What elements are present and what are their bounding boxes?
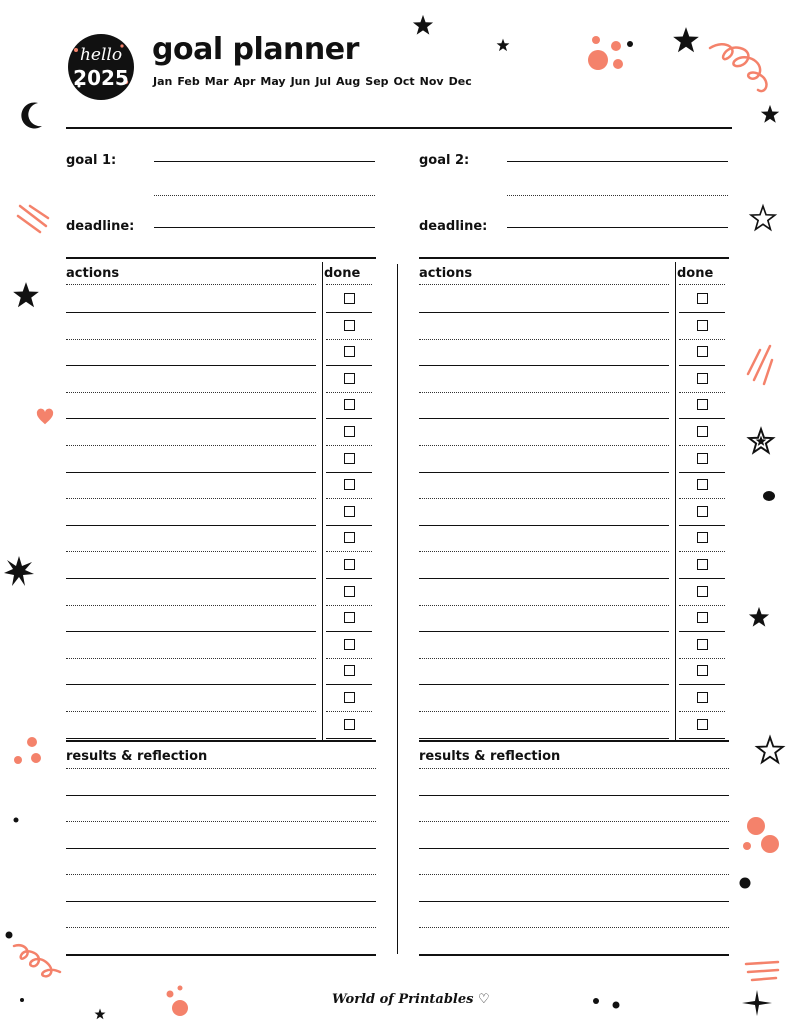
sparkle-lines-icon: [744, 960, 780, 982]
goal-2-done-header-dots: [679, 284, 725, 285]
goal-1-done-checkbox[interactable]: [344, 586, 355, 597]
goal-2-actions-top-rule: [419, 257, 729, 259]
goal-1-action-line[interactable]: [66, 365, 316, 366]
sparkle-lines-icon: [16, 204, 50, 234]
month-oct[interactable]: Oct: [393, 75, 415, 88]
goal-2-deadline-label: deadline:: [419, 219, 488, 234]
goal-2-action-line[interactable]: [419, 392, 669, 393]
goal-2-done-checkbox[interactable]: [697, 559, 708, 570]
goal-1-done-line: [326, 498, 372, 499]
goal-2-done-checkbox[interactable]: [697, 479, 708, 490]
goal-2-done-line: [679, 631, 725, 632]
goal-1-done-line: [326, 445, 372, 446]
goal-1-done-checkbox[interactable]: [344, 373, 355, 384]
goal-1-reflection-line[interactable]: [66, 795, 376, 796]
month-may[interactable]: May: [260, 75, 286, 88]
goal-1-reflection-line[interactable]: [66, 821, 376, 822]
star-icon: [748, 606, 770, 628]
goal-1-done-checkbox[interactable]: [344, 692, 355, 703]
goal-1-deadline-line[interactable]: [154, 227, 375, 228]
goal-2-done-line: [679, 339, 725, 340]
goal-1-actions-label: actions: [66, 266, 120, 281]
goal-2-action-line[interactable]: [419, 658, 669, 659]
month-list: [153, 75, 477, 88]
month-jun[interactable]: Jun: [290, 75, 311, 88]
goal-1-action-line[interactable]: [66, 418, 316, 419]
goal-1-reflection-line[interactable]: [66, 901, 376, 902]
outlined-star-icon: [750, 204, 776, 232]
goal-2-action-line[interactable]: [419, 498, 669, 499]
goal-1-results-bottom-rule: [66, 954, 376, 956]
goal-2-action-line[interactable]: [419, 711, 669, 712]
star-icon: [760, 104, 780, 124]
spiral-icon: [12, 942, 64, 982]
star-icon: [496, 38, 510, 52]
goal-1-done-line: [326, 365, 372, 366]
brand-name: World of Printables: [332, 992, 474, 1007]
goal-2-done-checkbox[interactable]: [697, 373, 708, 384]
heart-icon: [36, 408, 54, 426]
goal-2-action-line[interactable]: [419, 472, 669, 473]
goal-1-done-checkbox[interactable]: [344, 453, 355, 464]
goal-2-done-checkbox[interactable]: [697, 639, 708, 650]
goal-1-done-checkbox[interactable]: [344, 426, 355, 437]
goal-2-action-line[interactable]: [419, 365, 669, 366]
goal-1-reflection-line[interactable]: [66, 927, 376, 928]
goal-2-done-line: [679, 658, 725, 659]
goal-1-done-checkbox[interactable]: [344, 532, 355, 543]
goal-1-done-line: [326, 525, 372, 526]
goal-2-done-checkbox[interactable]: [697, 532, 708, 543]
goal-2-reflection-line[interactable]: [419, 848, 729, 849]
sparkle-icon: [742, 990, 772, 1016]
goal-2-action-line[interactable]: [419, 738, 669, 739]
goal-2-done-line: [679, 312, 725, 313]
star-icon: [672, 26, 700, 54]
goal-1-actions-top-rule: [66, 257, 376, 259]
month-apr[interactable]: Apr: [233, 75, 256, 88]
goal-1-action-line[interactable]: [66, 498, 316, 499]
goal-1-done-line: [326, 658, 372, 659]
goal-1-actions-bottom-rule: [66, 740, 376, 742]
goal-2-done-line: [679, 445, 725, 446]
goal-1-action-line[interactable]: [66, 738, 316, 739]
goal-2-done-divider: [675, 262, 676, 742]
goal-1-reflection-line[interactable]: [66, 874, 376, 875]
goal-2-done-checkbox[interactable]: [697, 506, 708, 517]
goal-1-action-line[interactable]: [66, 472, 316, 473]
goal-1-action-line[interactable]: [66, 631, 316, 632]
sparkle-lines-icon: [744, 344, 774, 386]
dot-cluster-icon: [584, 34, 636, 74]
goal-2-done-checkbox[interactable]: [697, 320, 708, 331]
goal-2-done-line: [679, 525, 725, 526]
month-dec[interactable]: Dec: [448, 75, 472, 88]
goal-1-action-line[interactable]: [66, 392, 316, 393]
spiral-icon: [706, 38, 770, 96]
goal-1-action-line[interactable]: [66, 312, 316, 313]
goal-1-done-checkbox[interactable]: [344, 346, 355, 357]
goal-2-done-line: [679, 551, 725, 552]
header-divider: [66, 127, 732, 129]
hello-2025-logo: [64, 30, 138, 104]
starburst-icon: [4, 556, 34, 586]
goal-2-reflection-line[interactable]: [419, 874, 729, 875]
goal-2-action-line[interactable]: [419, 339, 669, 340]
dot-cluster-icon: [10, 734, 46, 768]
goal-2-done-checkbox[interactable]: [697, 692, 708, 703]
goal-2-done-line: [679, 684, 725, 685]
month-mar[interactable]: Mar: [204, 75, 229, 88]
goal-1-reflection-line[interactable]: [66, 848, 376, 849]
goal-1-done-checkbox[interactable]: [344, 665, 355, 676]
goal-1-action-line[interactable]: [66, 445, 316, 446]
goal-1-done-checkbox[interactable]: [344, 639, 355, 650]
goal-2-action-line[interactable]: [419, 445, 669, 446]
goal-2-results-bottom-rule: [419, 954, 729, 956]
goal-1-done-line: [326, 578, 372, 579]
goal-1-done-checkbox[interactable]: [344, 479, 355, 490]
goal-2-results-label: results & reflection: [419, 749, 561, 764]
goal-1-action-line[interactable]: [66, 525, 316, 526]
goal-1-done-checkbox[interactable]: [344, 293, 355, 304]
goal-1-deadline-label: deadline:: [66, 219, 135, 234]
goal-2-action-line[interactable]: [419, 631, 669, 632]
goal-1-done-line: [326, 312, 372, 313]
outlined-star-icon: [748, 428, 774, 454]
goal-2-action-line[interactable]: [419, 605, 669, 606]
goal-1-done-line: [326, 738, 372, 739]
dot-cluster-icon: [740, 814, 784, 856]
goal-2-label: goal 2:: [419, 153, 470, 168]
goal-1-done-line: [326, 472, 372, 473]
dot-cluster-icon: [162, 984, 190, 1020]
goal-1-action-line[interactable]: [66, 658, 316, 659]
goal-2-done-line: [679, 418, 725, 419]
goal-2-reflection-line[interactable]: [419, 768, 729, 769]
goal-2-done-label: done: [677, 266, 714, 281]
goal-2-done-line: [679, 365, 725, 366]
goal-1-action-line[interactable]: [66, 578, 316, 579]
goal-1-action-line[interactable]: [66, 684, 316, 685]
goal-1-actions-header-dots: [66, 284, 316, 285]
goal-1-action-line[interactable]: [66, 605, 316, 606]
goal-1-done-label: done: [324, 266, 361, 281]
goal-2-reflection-line[interactable]: [419, 821, 729, 822]
goal-1-label: goal 1:: [66, 153, 117, 168]
goal-1-action-line[interactable]: [66, 339, 316, 340]
goal-1-done-checkbox[interactable]: [344, 559, 355, 570]
goal-2-action-line[interactable]: [419, 418, 669, 419]
dot-icon: [592, 996, 622, 1010]
goal-1-reflection-line[interactable]: [66, 768, 376, 769]
outlined-star-icon: [756, 736, 784, 764]
goal-1-done-header-dots: [326, 284, 372, 285]
goal-2-actions-bottom-rule: [419, 740, 729, 742]
goal-2-actions-label: actions: [419, 266, 473, 281]
dot-icon: [762, 490, 776, 502]
goal-2-action-line[interactable]: [419, 684, 669, 685]
goal-1-done-line: [326, 339, 372, 340]
goal-1-action-line[interactable]: [66, 711, 316, 712]
goal-1-results-label: results & reflection: [66, 749, 208, 764]
goal-1-action-line[interactable]: [66, 551, 316, 552]
star-icon: [412, 14, 434, 36]
goal-2-action-line[interactable]: [419, 551, 669, 552]
goal-2-reflection-line[interactable]: [419, 927, 729, 928]
goal-2-deadline-line[interactable]: [507, 227, 728, 228]
goal-2-action-line[interactable]: [419, 312, 669, 313]
goal-2-done-checkbox[interactable]: [697, 719, 708, 730]
goal-2-done-line: [679, 472, 725, 473]
goal-2-done-checkbox[interactable]: [697, 612, 708, 623]
dot-icon: [738, 876, 752, 890]
goal-2-done-line: [679, 738, 725, 739]
goal-1-done-line: [326, 551, 372, 552]
goal-2-done-line: [679, 605, 725, 606]
page-title: goal planner: [152, 32, 359, 67]
heart-outline-icon: ♡: [478, 992, 490, 1007]
month-jul[interactable]: Jul: [315, 75, 332, 88]
goal-1-done-line: [326, 418, 372, 419]
goal-2-input-line[interactable]: [507, 161, 728, 162]
goal-2-done-line: [679, 578, 725, 579]
goal-2-done-checkbox[interactable]: [697, 346, 708, 357]
goal-1-done-line: [326, 711, 372, 712]
goal-2-done-checkbox[interactable]: [697, 453, 708, 464]
goal-2-done-checkbox[interactable]: [697, 399, 708, 410]
month-sep[interactable]: Sep: [365, 75, 389, 88]
month-jan[interactable]: Jan: [153, 75, 173, 88]
goal-2-done-checkbox[interactable]: [697, 665, 708, 676]
goal-2-actions-header-dots: [419, 284, 669, 285]
goal-1-done-line: [326, 631, 372, 632]
month-nov[interactable]: Nov: [419, 75, 444, 88]
logo-year-text: 2025: [73, 66, 129, 90]
goal-2-done-line: [679, 392, 725, 393]
brand-footer: [332, 992, 490, 1007]
column-divider: [397, 264, 398, 954]
goal-1-input-line[interactable]: [154, 161, 375, 162]
goal-1-done-line: [326, 605, 372, 606]
goal-1-done-divider: [322, 262, 323, 742]
goal-1-done-checkbox[interactable]: [344, 320, 355, 331]
goal-2-reflection-line[interactable]: [419, 795, 729, 796]
goal-2-done-checkbox[interactable]: [697, 293, 708, 304]
goal-1-done-checkbox[interactable]: [344, 719, 355, 730]
goal-2-action-line[interactable]: [419, 578, 669, 579]
goal-2-done-checkbox[interactable]: [697, 586, 708, 597]
moon-icon: [18, 100, 46, 130]
goal-2-done-checkbox[interactable]: [697, 426, 708, 437]
goal-1-done-checkbox[interactable]: [344, 399, 355, 410]
goal-2-done-line: [679, 711, 725, 712]
star-icon: [12, 281, 40, 309]
goal-1-done-line: [326, 684, 372, 685]
month-aug[interactable]: Aug: [336, 75, 361, 88]
logo-hello-text: hello: [79, 45, 123, 65]
goal-1-done-checkbox[interactable]: [344, 506, 355, 517]
star-icon: [94, 1008, 106, 1020]
dot-icon: [12, 816, 20, 824]
goal-2-input-line-2[interactable]: [507, 195, 728, 196]
dot-icon: [18, 996, 26, 1004]
goal-2-action-line[interactable]: [419, 525, 669, 526]
goal-1-done-line: [326, 392, 372, 393]
goal-1-input-line-2[interactable]: [154, 195, 375, 196]
goal-1-done-checkbox[interactable]: [344, 612, 355, 623]
month-feb[interactable]: Feb: [177, 75, 200, 88]
dot-icon: [4, 930, 14, 940]
goal-2-done-line: [679, 498, 725, 499]
goal-2-reflection-line[interactable]: [419, 901, 729, 902]
